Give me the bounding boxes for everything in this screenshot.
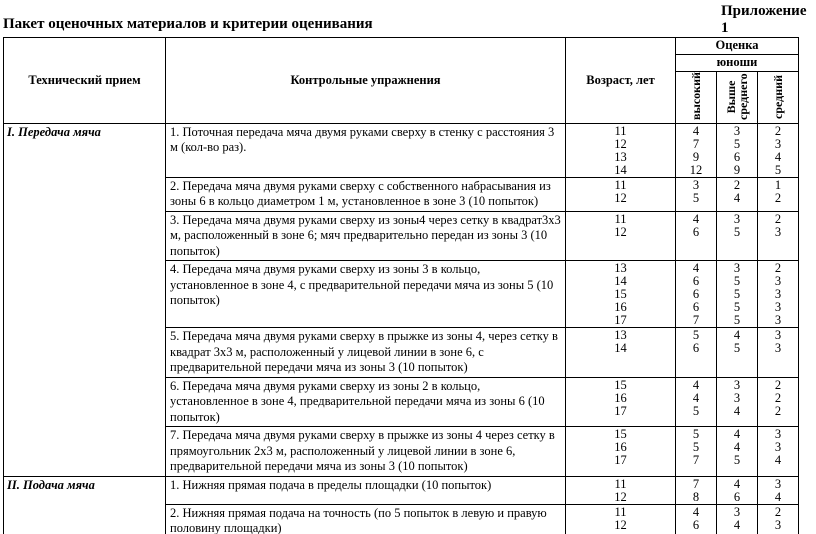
value: 4 xyxy=(692,377,700,392)
value: 11 xyxy=(614,177,627,192)
age-cell xyxy=(566,476,676,504)
value: 2 xyxy=(774,504,782,519)
score-average-cell xyxy=(758,261,799,328)
value: 13 xyxy=(614,261,627,275)
score-high-cell xyxy=(676,328,717,378)
value: 6 xyxy=(692,287,700,301)
value: 5 xyxy=(733,287,741,301)
score-above-average-cell xyxy=(717,377,758,427)
value: 9 xyxy=(733,162,741,177)
value: 3 xyxy=(774,476,782,491)
header-score: Оценка xyxy=(676,38,799,55)
value: 7 xyxy=(692,453,700,467)
value: 6 xyxy=(733,149,741,164)
value: 4 xyxy=(733,517,741,532)
score-above-average-cell xyxy=(717,123,758,177)
score-average-cell xyxy=(758,377,799,427)
score-average-cell xyxy=(758,123,799,177)
exercise-cell: 6. Передача мяча двумя руками сверху из зоны 2 в кольцо, установленное в зоне 4, предварительной передачи мяча из зоны 6 (10 попыток) xyxy=(166,377,566,427)
value: 2 xyxy=(774,390,782,405)
value: 6 xyxy=(692,224,700,239)
value: 5 xyxy=(733,341,741,355)
exercise-cell: 5. Передача мяча двумя руками сверху в прыжке из зоны 4, через сетку в квадрат 3х3 м, расположенный у лицевой линии в зоне 6, с предварительной передачи мяча из зоны 3 (10 попыток) xyxy=(166,328,566,378)
value: 2 xyxy=(774,211,782,226)
age-cell xyxy=(566,377,676,427)
value: 7 xyxy=(692,476,700,491)
value: 3 xyxy=(774,300,782,314)
value: 11 xyxy=(614,476,627,491)
value: 6 xyxy=(692,274,700,288)
evaluation-table xyxy=(3,37,799,534)
table-row xyxy=(4,476,799,504)
value: 4 xyxy=(692,504,700,519)
technique-cell: II. Подача мяча xyxy=(4,476,166,534)
value: 6 xyxy=(692,300,700,314)
score-above-average-cell xyxy=(717,476,758,504)
table-body xyxy=(4,123,799,534)
score-high-cell xyxy=(676,504,717,534)
header-age: Возраст, лет xyxy=(566,38,676,124)
value: 3 xyxy=(774,440,782,454)
exercise-cell: 4. Передача мяча двумя руками сверху из зоны 3 в кольцо, установленное в зоне 4, с предварительной передачи мяча из зоны 5 (10 попыток) xyxy=(166,261,566,328)
value: 4 xyxy=(774,149,782,164)
value: 3 xyxy=(774,517,782,532)
value: 13 xyxy=(614,149,627,164)
age-cell xyxy=(566,261,676,328)
header-level-average: средний xyxy=(758,71,799,123)
value: 2 xyxy=(774,261,782,275)
value: 4 xyxy=(774,489,782,504)
value: 14 xyxy=(614,341,627,355)
value: 16 xyxy=(614,440,627,454)
score-average-cell xyxy=(758,211,799,261)
score-average-cell xyxy=(758,177,799,211)
score-high-cell xyxy=(676,427,717,477)
score-average-cell xyxy=(758,504,799,534)
score-above-average-cell xyxy=(717,211,758,261)
value: 3 xyxy=(774,427,782,441)
value: 3 xyxy=(733,377,741,392)
value: 11 xyxy=(614,123,627,138)
value: 15 xyxy=(614,427,627,441)
exercise-cell: 7. Передача мяча двумя руками сверху в прыжке из зоны 4 через сетку в прямоугольник 2х3 м, расположенный у лицевой линии в зоне 6, предварительной передачи мяча из зоны 3 (10 попыток) xyxy=(166,427,566,477)
value: 3 xyxy=(733,261,741,275)
value: 4 xyxy=(733,440,741,454)
score-above-average-cell xyxy=(717,261,758,328)
exercise-cell: 3. Передача мяча двумя руками сверху из зоны4 через сетку в квадрат3х3 м, расположенный в зоне 6; мяч предварительно передан из зоны 3 (10 попыток) xyxy=(166,211,566,261)
score-average-cell xyxy=(758,476,799,504)
value: 5 xyxy=(733,313,741,327)
value: 3 xyxy=(733,211,741,226)
value: 4 xyxy=(733,403,741,418)
score-average-cell xyxy=(758,427,799,477)
value: 4 xyxy=(692,123,700,138)
value: 8 xyxy=(692,489,700,504)
value: 14 xyxy=(614,162,627,177)
value: 12 xyxy=(614,136,627,151)
exercise-cell: 2. Нижняя прямая подача на точность (по 5 попыток в левую и правую половину площадки) xyxy=(166,504,566,534)
value: 11 xyxy=(614,211,627,226)
score-above-average-cell xyxy=(717,504,758,534)
value: 3 xyxy=(733,123,741,138)
value: 6 xyxy=(733,489,741,504)
value: 6 xyxy=(692,341,700,355)
exercise-cell: 1. Поточная передача мяча двумя руками сверху в стенку с расстояния 3 м (кол-во раз). xyxy=(166,123,566,177)
technique-cell: I. Передача мяча xyxy=(4,123,166,476)
value: 15 xyxy=(614,377,627,392)
age-cell xyxy=(566,177,676,211)
value: 3 xyxy=(774,274,782,288)
header-level-high: высокий xyxy=(676,71,717,123)
document-title: Пакет оценочных материалов и критерии оценивания xyxy=(3,16,373,32)
table-row xyxy=(4,123,799,177)
age-cell xyxy=(566,328,676,378)
value: 6 xyxy=(692,517,700,532)
score-average-cell xyxy=(758,328,799,378)
value: 2 xyxy=(733,177,741,192)
value: 13 xyxy=(614,328,627,342)
value: 15 xyxy=(614,287,627,301)
age-cell xyxy=(566,504,676,534)
score-high-cell xyxy=(676,377,717,427)
value: 4 xyxy=(733,190,741,205)
value: 5 xyxy=(692,403,700,418)
value: 3 xyxy=(774,136,782,151)
value: 12 xyxy=(614,517,627,532)
score-above-average-cell xyxy=(717,328,758,378)
exercise-cell: 1. Нижняя прямая подача в пределы площадки (10 попыток) xyxy=(166,476,566,504)
value: 7 xyxy=(692,136,700,151)
value: 4 xyxy=(692,261,700,275)
value: 9 xyxy=(692,149,700,164)
exercise-cell: 2. Передача мяча двумя руками сверху с собственного набрасывания из зоны 6 в кольцо диаметром 1 м, установленное в зоне 3 (10 попыток) xyxy=(166,177,566,211)
score-high-cell xyxy=(676,261,717,328)
value: 5 xyxy=(733,224,741,239)
value: 3 xyxy=(774,313,782,327)
score-high-cell xyxy=(676,211,717,261)
age-cell xyxy=(566,427,676,477)
value: 4 xyxy=(733,427,741,441)
value: 3 xyxy=(774,328,782,342)
age-cell xyxy=(566,211,676,261)
value: 5 xyxy=(733,453,741,467)
value: 5 xyxy=(692,328,700,342)
value: 4 xyxy=(733,328,741,342)
value: 14 xyxy=(614,274,627,288)
value: 16 xyxy=(614,390,627,405)
value: 1 xyxy=(774,177,782,192)
header-technique: Технический прием xyxy=(4,38,166,124)
header-exercises: Контрольные упражнения xyxy=(166,38,566,124)
value: 4 xyxy=(774,453,782,467)
value: 17 xyxy=(614,403,627,418)
value: 5 xyxy=(692,427,700,441)
value: 3 xyxy=(733,390,741,405)
score-above-average-cell xyxy=(717,427,758,477)
value: 2 xyxy=(774,123,782,138)
header-level-above-average: Выше среднего xyxy=(717,71,758,123)
score-high-cell xyxy=(676,476,717,504)
value: 16 xyxy=(614,300,627,314)
appendix-label: Приложение 1 xyxy=(721,3,807,36)
score-high-cell xyxy=(676,123,717,177)
value: 5 xyxy=(774,162,782,177)
value: 17 xyxy=(614,313,627,327)
score-above-average-cell xyxy=(717,177,758,211)
value: 3 xyxy=(774,287,782,301)
value: 2 xyxy=(774,403,782,418)
value: 12 xyxy=(614,190,627,205)
value: 12 xyxy=(689,162,703,177)
value: 7 xyxy=(692,313,700,327)
value: 11 xyxy=(614,504,627,519)
age-cell xyxy=(566,123,676,177)
value: 3 xyxy=(774,224,782,239)
value: 5 xyxy=(733,274,741,288)
value: 5 xyxy=(733,300,741,314)
value: 5 xyxy=(733,136,741,151)
header-group: юноши xyxy=(676,55,799,72)
value: 2 xyxy=(774,377,782,392)
value: 12 xyxy=(614,224,627,239)
value: 17 xyxy=(614,453,627,467)
value: 4 xyxy=(692,211,700,226)
value: 5 xyxy=(692,190,700,205)
value: 5 xyxy=(692,440,700,454)
value: 3 xyxy=(692,177,700,192)
score-high-cell xyxy=(676,177,717,211)
value: 3 xyxy=(733,504,741,519)
value: 12 xyxy=(614,489,627,504)
value: 4 xyxy=(692,390,700,405)
value: 2 xyxy=(774,190,782,205)
value: 4 xyxy=(733,476,741,491)
value: 3 xyxy=(774,341,782,355)
